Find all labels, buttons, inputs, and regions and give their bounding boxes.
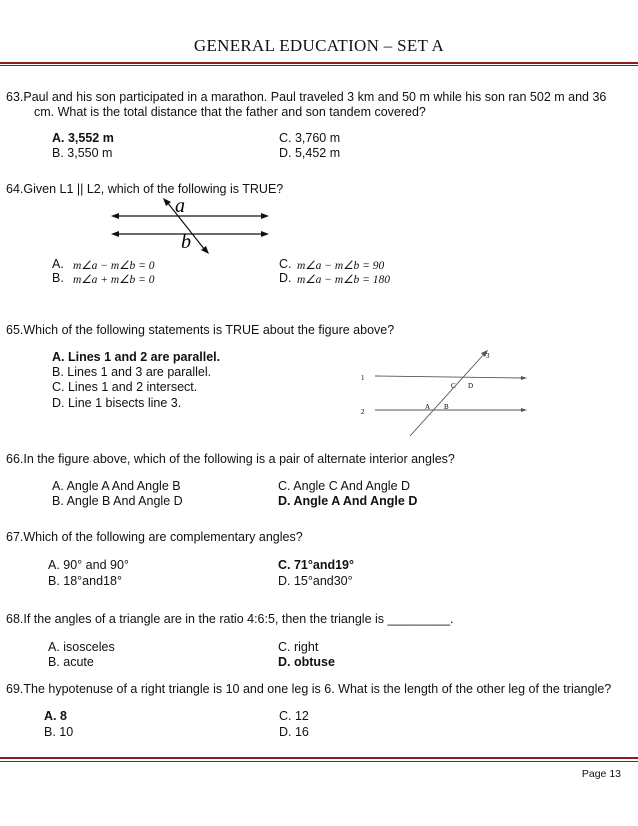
q64-option-a-expr: m∠a − m∠b = 0 <box>73 260 155 272</box>
page-title: GENERAL EDUCATION – SET A <box>193 36 445 55</box>
q66-option-a: A. Angle A And Angle B <box>52 479 181 493</box>
q64-option-b-letter: B. <box>52 271 64 285</box>
arrowhead-l2-left <box>111 231 119 237</box>
q69-option-a: A. 8 <box>44 709 67 723</box>
q68-option-c: C. right <box>278 640 319 654</box>
q69-option-c: C. 12 <box>279 709 309 723</box>
label-line-1: 1 <box>361 374 365 382</box>
question-67-stem: 67.Which of the following are complementary angles? <box>6 530 303 544</box>
q63-option-d: D. 5,452 m <box>279 146 341 160</box>
angle-label-d: D <box>468 382 474 390</box>
transversal-figure <box>355 348 530 440</box>
label-line-2: 2 <box>361 408 365 416</box>
q64-option-c-letter: C. <box>279 257 292 271</box>
q64-option-c-expr: m∠a − m∠b = 90 <box>297 260 385 272</box>
question-63-stem-line2: cm. What is the total distance that the father and son tandem covered? <box>34 105 426 119</box>
q64-option-a-letter: A. <box>52 257 64 271</box>
arrowhead-line-2 <box>521 408 527 412</box>
label-line-3: 3 <box>486 352 490 360</box>
line-3 <box>410 353 485 436</box>
angle-label-c: C <box>451 382 456 390</box>
header-rule-thick <box>0 62 638 64</box>
parallel-lines-figure <box>105 196 285 256</box>
question-66-stem: 66.In the figure above, which of the following is a pair of alternate interior angles? <box>6 452 455 466</box>
q69-option-d: D. 16 <box>279 725 309 739</box>
angle-label-b: B <box>444 403 449 411</box>
header-rule-thin <box>0 65 638 66</box>
q63-option-a: A. 3,552 m <box>52 131 114 145</box>
q67-option-a: A. 90° and 90° <box>48 558 129 572</box>
q66-option-c: C. Angle C And Angle D <box>278 479 411 493</box>
q68-option-d: D. obtuse <box>278 655 335 669</box>
q63-option-c: C. 3,760 m <box>279 131 341 145</box>
angle-label-a: A <box>425 403 431 411</box>
q67-option-b: B. 18°and18° <box>48 574 122 588</box>
arrowhead-l1-left <box>111 213 119 219</box>
arrowhead-line-1 <box>521 376 527 380</box>
q69-option-b: B. 10 <box>44 725 74 739</box>
q65-option-c: C. Lines 1 and 2 intersect. <box>52 380 198 394</box>
q67-option-c: C. 71°and19° <box>278 558 355 572</box>
arrowhead-l2-right <box>261 231 269 237</box>
question-65-stem: 65.Which of the following statements is TRUE about the figure above? <box>6 323 395 337</box>
arrowhead-l1-right <box>261 213 269 219</box>
page-number: Page 13 <box>581 768 621 780</box>
q63-option-b: B. 3,550 m <box>52 146 113 160</box>
q65-option-d: D. Line 1 bisects line 3. <box>52 396 182 410</box>
q64-option-d-expr: m∠a − m∠b = 180 <box>297 274 390 286</box>
q68-option-b: B. acute <box>48 655 94 669</box>
q68-option-a: A. isosceles <box>48 640 115 654</box>
q65-option-a: A. Lines 1 and 2 are parallel. <box>52 350 221 364</box>
q67-option-d: D. 15°and30° <box>278 574 353 588</box>
q65-option-b: B. Lines 1 and 3 are parallel. <box>52 365 212 379</box>
footer-rule-thin <box>0 761 638 762</box>
angle-label-b: b <box>181 231 191 253</box>
question-68-stem: 68.If the angles of a triangle are in the ratio 4:6:5, then the triangle is _________. <box>6 612 454 626</box>
q64-option-d-letter: D. <box>279 271 292 285</box>
question-63-stem-line1: 63.Paul and his son participated in a marathon. Paul traveled 3 km and 50 m while his son ran 502 m and 36 <box>6 90 607 104</box>
line-1 <box>375 376 525 378</box>
q64-option-b-expr: m∠a + m∠b = 0 <box>73 274 155 286</box>
question-64-stem: 64.Given L1 || L2, which of the following is TRUE? <box>6 182 284 196</box>
q66-option-d: D. Angle A And Angle D <box>278 494 418 508</box>
footer-rule-thick <box>0 757 638 759</box>
q66-option-b: B. Angle B And Angle D <box>52 494 183 508</box>
angle-label-a: a <box>175 196 185 217</box>
question-69-stem: 69.The hypotenuse of a right triangle is 10 and one leg is 6. What is the length of the other leg of the triangle? <box>6 682 612 696</box>
